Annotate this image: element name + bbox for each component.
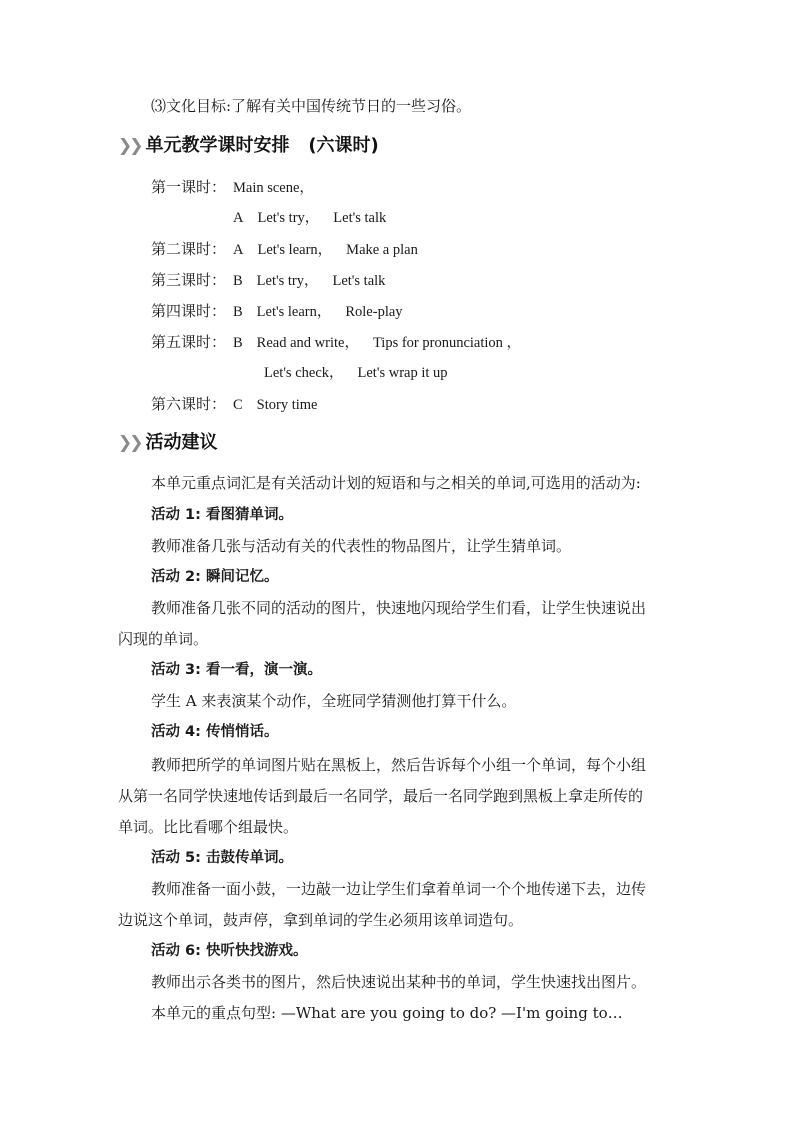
activity-text: 单词。比比看哪个组最快。	[118, 818, 299, 836]
lesson-item: Let's talk	[332, 273, 386, 289]
sentence-pattern-text: 本单元的重点句型: —What are you going to do? —I'm going to…	[151, 1004, 623, 1022]
lesson-item: Let's try，	[257, 210, 320, 226]
activities-intro: 本单元重点词汇是有关活动计划的短语和与之相关的单词,可选用的活动为:	[151, 474, 641, 492]
lesson-part: A	[233, 242, 244, 258]
lesson-item: Make a plan	[346, 242, 418, 258]
schedule-row	[151, 239, 418, 260]
double-chevron-icon: ❯❯	[118, 433, 141, 453]
lesson-item: Let's learn，	[256, 304, 332, 320]
lesson-item: Let's check，	[264, 365, 344, 381]
activities-heading	[118, 431, 218, 455]
schedule-row	[233, 208, 386, 228]
lesson-label: 第四课时：	[151, 302, 227, 320]
activities-heading-title: 活动建议	[145, 432, 218, 453]
activity-title: 活动 6: 快听快找游戏。	[151, 943, 308, 959]
lesson-part: B	[233, 335, 243, 351]
activity-title: 活动 3: 看一看，演一演。	[151, 662, 322, 678]
activity-title: 活动 5: 击鼓传单词。	[151, 850, 293, 866]
activity-text: 边说这个单词，鼓声停，拿到单词的学生必须用该单词造句。	[118, 911, 524, 929]
schedule-row	[264, 363, 448, 383]
activity-text: 从第一名同学快速地传话到最后一名同学，最后一名同学跑到黑板上拿走所传的	[118, 787, 644, 805]
activity-text: 教师准备几张不同的活动的图片，快速地闪现给学生们看，让学生快速说出	[151, 599, 647, 617]
schedule-row	[151, 177, 314, 198]
activity-title: 活动 4: 传悄悄话。	[151, 724, 279, 740]
lesson-label: 第三课时：	[151, 271, 227, 289]
activity-title: 活动 2: 瞬间记忆。	[151, 569, 279, 585]
schedule-row	[151, 332, 521, 353]
lesson-part: B	[233, 273, 243, 289]
activity-text: 学生 A 来表演某个动作，全班同学猜测他打算干什么。	[151, 692, 517, 710]
culture-goal-text: ⑶文化目标:了解有关中国传统节日的一些习俗。	[151, 97, 472, 115]
lesson-part: B	[233, 304, 243, 320]
double-chevron-icon: ❯❯	[118, 136, 141, 156]
lesson-item: Let's wrap it up	[357, 365, 448, 381]
lesson-label: 第一课时：	[151, 178, 227, 196]
lesson-item: Let's talk	[333, 210, 387, 226]
lesson-item: Tips for pronunciation ，	[372, 335, 522, 351]
lesson-item: Role-play	[345, 304, 403, 320]
lesson-item: Let's learn，	[257, 242, 333, 258]
lesson-part: A	[233, 210, 244, 226]
lesson-part: C	[233, 397, 243, 413]
activity-text: 教师准备几张与活动有关的代表性的物品图片，让学生猜单词。	[151, 537, 572, 555]
schedule-row	[151, 394, 318, 415]
lesson-label: 第六课时：	[151, 395, 227, 413]
schedule-row	[151, 301, 403, 322]
activity-title: 活动 1: 看图猜单词。	[151, 507, 293, 523]
lesson-item: Let's try，	[256, 273, 319, 289]
lesson-item: Main scene，	[233, 180, 314, 196]
schedule-heading-title: 单元教学课时安排	[145, 135, 290, 156]
activity-text: 闪现的单词。	[118, 630, 209, 648]
activity-text: 教师把所学的单词图片贴在黑板上，然后告诉每个小组一个单词，每个小组	[151, 756, 647, 774]
schedule-heading-suffix: (六课时)	[308, 135, 379, 156]
lesson-label: 第二课时：	[151, 240, 227, 258]
lesson-item: Read and write，	[256, 335, 359, 351]
lesson-label: 第五课时：	[151, 333, 227, 351]
schedule-heading	[118, 134, 379, 158]
lesson-item: Story time	[256, 397, 318, 413]
activity-text: 教师准备一面小鼓，一边敲一边让学生们拿着单词一个个地传递下去，边传	[151, 880, 647, 898]
schedule-row	[151, 270, 385, 291]
activity-text: 教师出示各类书的图片，然后快速说出某种书的单词，学生快速找出图片。	[151, 973, 647, 991]
